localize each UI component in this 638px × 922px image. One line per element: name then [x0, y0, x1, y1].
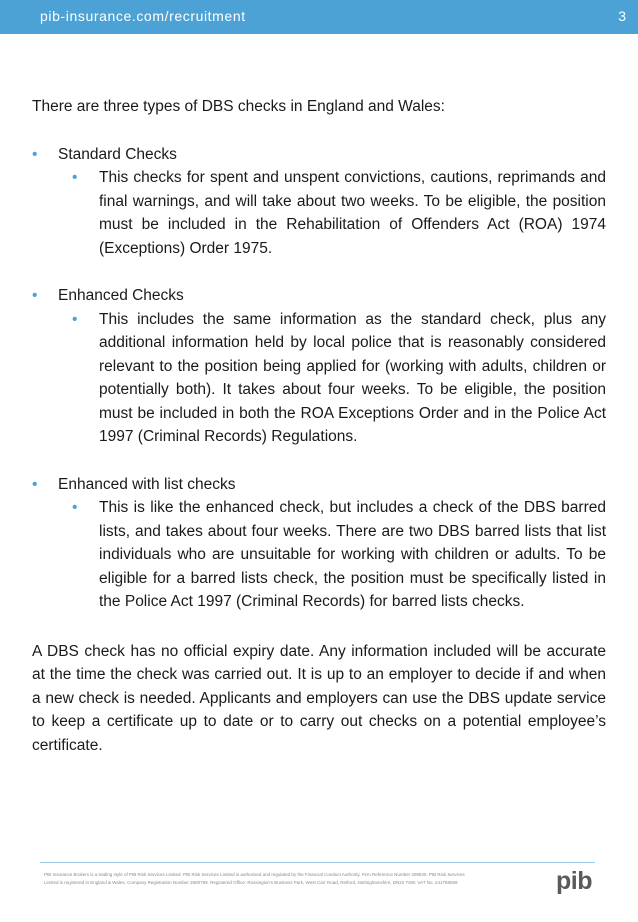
- intro-paragraph: There are three types of DBS checks in England and Wales:: [32, 98, 445, 115]
- footer-legal-line: Limited is registered in England & Wales. Company Registration Number 2660769. Registered Office: Rossington’s Business Park, West Carr Road, Retford, Nottinghamshire, DN22 7SW. VAT No. 241758559: [44, 880, 458, 885]
- footer-legal-line: PIB Insurance Brokers is a trading style of PIB Risk Services Limited. PIB Risk Services Limited is authorised and regulated by the Financial Conduct Authority. Firm Reference Number 309530. PIB Risk Services: [44, 872, 465, 877]
- section-title: Enhanced Checks: [58, 287, 184, 304]
- section-heading: [32, 473, 606, 497]
- section-enhanced-checks: [32, 284, 606, 449]
- header-bar: [0, 0, 638, 34]
- sub-bullet-icon: •: [72, 310, 78, 328]
- footer-divider: [40, 862, 595, 863]
- header-url: pib-insurance.com/recruitment: [40, 8, 246, 24]
- bullet-icon: •: [32, 287, 38, 304]
- section-title: Standard Checks: [58, 145, 177, 163]
- section-detail-text: This is like the enhanced check, but includes a check of the DBS barred lists, and takes about four weeks. There are two DBS barred lists that list individuals who are unsuitable for working with children or adults. To be eligible for a barred lists check, the position must be specifically listed in the Police Act 1997 (Criminal Records) for barred lists checks.: [99, 499, 606, 610]
- bullet-icon: •: [32, 145, 38, 163]
- section-heading: [32, 143, 606, 167]
- section-detail: [32, 166, 606, 260]
- footer-legal-text: [44, 871, 524, 887]
- section-title: Enhanced with list checks: [58, 475, 236, 493]
- section-enhanced-with-list-checks: [32, 473, 606, 614]
- page-number: 3: [618, 8, 626, 24]
- section-detail-text: This checks for spent and unspent convictions, cautions, reprimands and final warnings, and will take about two weeks. To be eligible, the position must be included in the Rehabilitation of Offenders Act (ROA) 1974 (Exceptions) Order 1975.: [99, 169, 606, 257]
- sub-bullet-icon: •: [72, 499, 78, 516]
- section-detail: [32, 308, 606, 449]
- closing-paragraph: A DBS check has no official expiry date. Any information included will be accurate at the time the check was carried out. It is up to an employer to decide if and when a new check is needed. Applicants and employers can use the DBS update service to keep a certificate up to date or to carry out checks on a potential employee’s certificate.: [32, 642, 606, 754]
- bullet-icon: •: [32, 475, 38, 493]
- section-heading: [32, 284, 606, 308]
- section-standard-checks: [32, 143, 606, 261]
- section-detail-text: This includes the same information as the standard check, plus any additional information held by local police that is reasonably considered relevant to the position being applied for (working with adults, children or potentially both). It takes about four weeks. To be eligible, the position must be included in both the ROA Exceptions Order and in the Police Act 1997 (Criminal Records) Regulations.: [99, 310, 606, 445]
- section-detail: [32, 496, 606, 614]
- document-body: [32, 95, 606, 757]
- sub-bullet-icon: •: [72, 169, 78, 186]
- pib-logo: pib: [556, 867, 592, 895]
